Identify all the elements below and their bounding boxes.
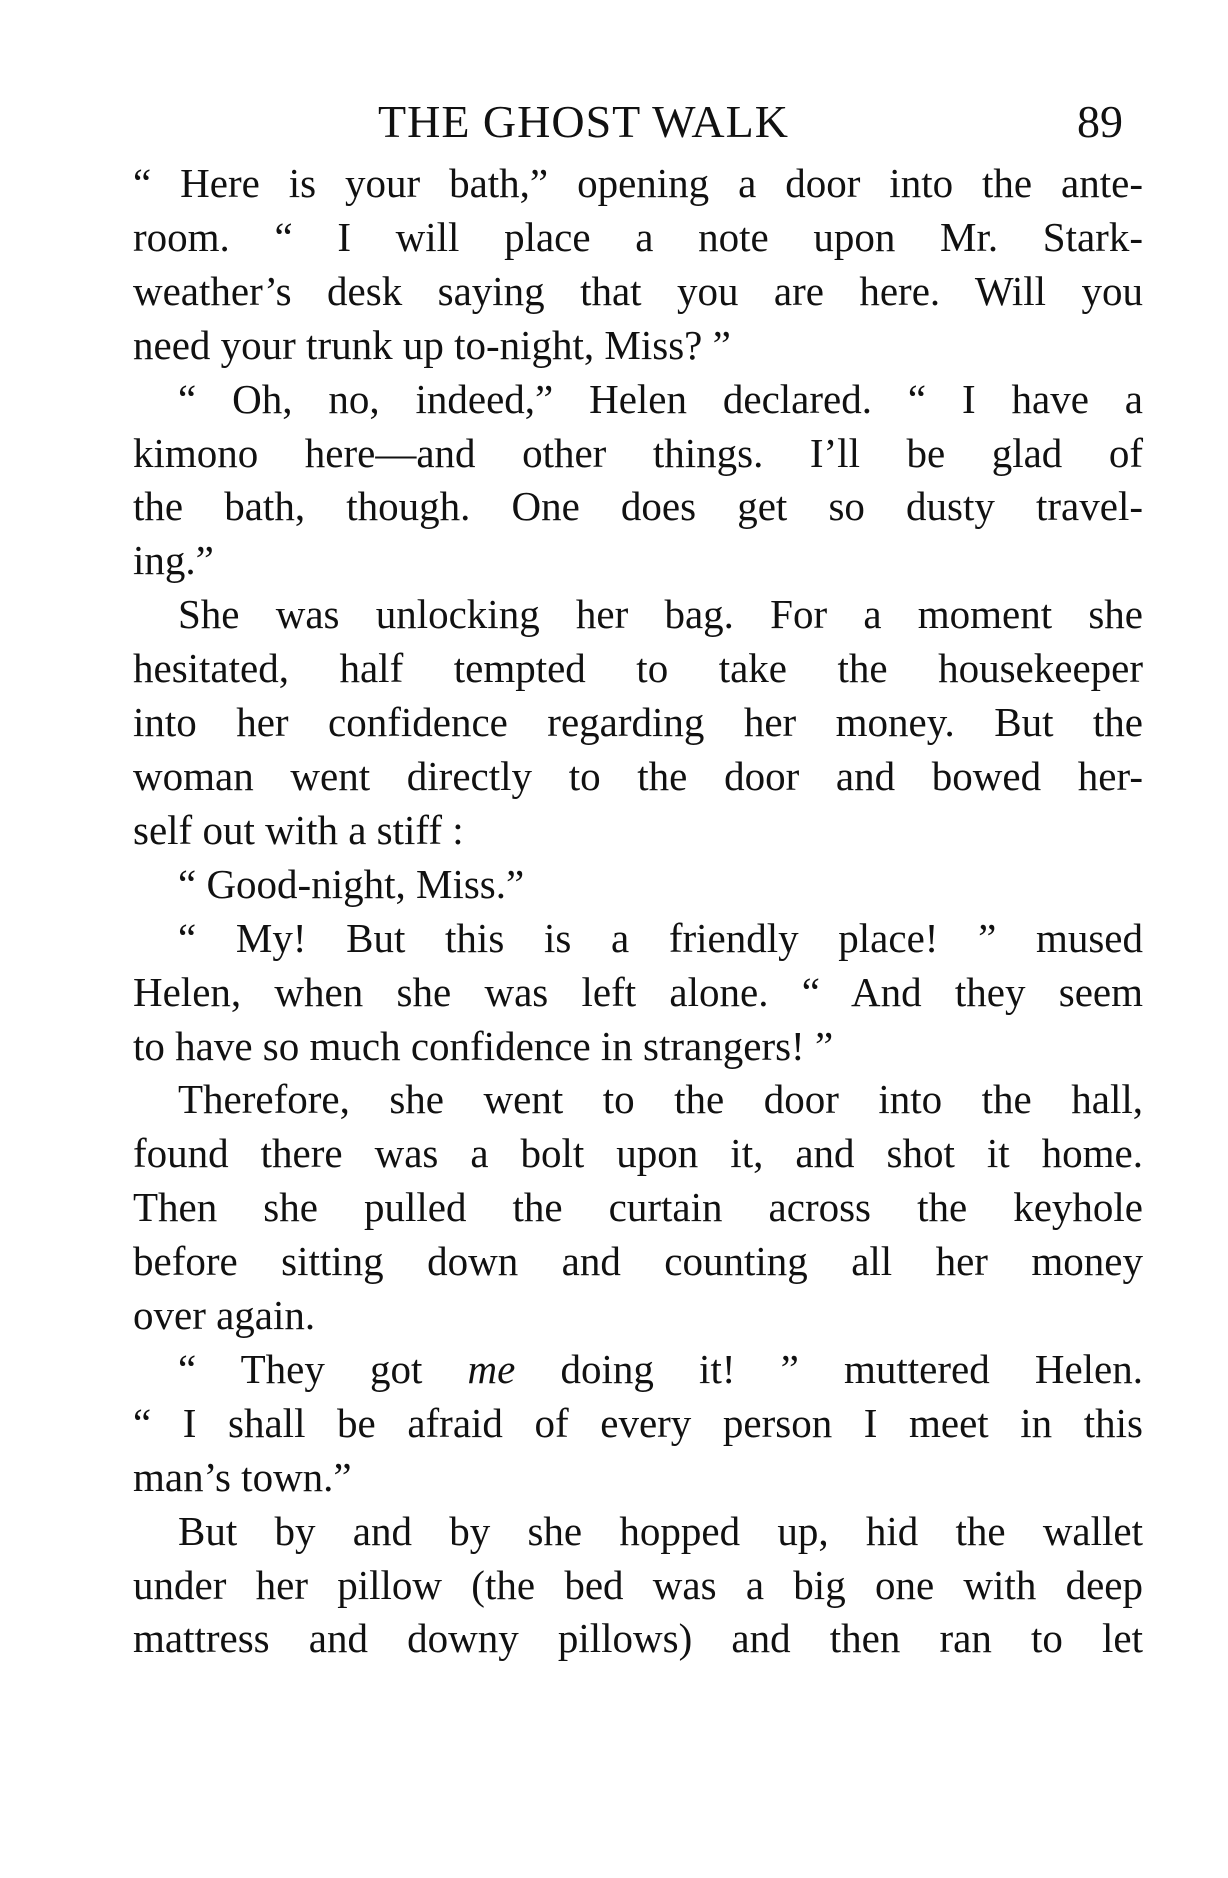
text-line: “ My! But this is a friendly place! ” mused: [178, 914, 1143, 961]
text-line: under her pillow (the bed was a big one with deep: [133, 1561, 1143, 1608]
text-line: “ Oh, no, indeed,” Helen declared. “ I have a: [178, 375, 1143, 422]
text-line: to have so much confidence in strangers! ”: [133, 1022, 834, 1069]
text-line: the bath, though. One does get so dusty travel-: [133, 483, 1143, 530]
running-head: [133, 92, 1143, 152]
text-line: Helen, when she was left alone. “ And they seem: [133, 968, 1143, 1015]
text-line: Therefore, she went to the door into the hall,: [178, 1076, 1143, 1123]
text-line: [133, 1343, 1143, 1397]
text-line: found there was a bolt upon it, and shot it home.: [133, 1130, 1143, 1177]
text-line: before sitting down and counting all her money: [133, 1238, 1143, 1285]
text-line: But by and by she hopped up, hid the wallet: [178, 1507, 1143, 1554]
text-line: into her confidence regarding her money. But the: [133, 699, 1143, 746]
text-line: She was unlocking her bag. For a moment she: [178, 591, 1143, 638]
text-line: “ Good-night, Miss.”: [178, 860, 525, 907]
emphasized-word: me: [467, 1345, 516, 1392]
text-line: man’s town.”: [133, 1453, 352, 1500]
text-line: ing.”: [133, 537, 214, 584]
text-segment: “ They got: [178, 1345, 468, 1392]
text-line: room. “ I will place a note upon Mr. Stark-: [133, 213, 1143, 260]
text-line: “ I shall be afraid of every person I meet in this: [133, 1399, 1143, 1446]
body-text: [133, 157, 1143, 1666]
page-number: 89: [1077, 96, 1123, 147]
text-line: weather’s desk saying that you are here. Will you: [133, 267, 1143, 314]
text-line: kimono here—and other things. I’ll be glad of: [133, 429, 1143, 476]
text-line: “ Here is your bath,” opening a door into the ante-: [133, 160, 1143, 206]
text-line: hesitated, half tempted to take the housekeeper: [133, 645, 1143, 692]
running-title: THE GHOST WALK: [378, 96, 789, 147]
text-line: self out with a stiff :: [133, 806, 464, 853]
text-line: over again.: [133, 1292, 316, 1339]
text-line: need your trunk up to-night, Miss? ”: [133, 321, 731, 368]
text-line: Then she pulled the curtain across the keyhole: [133, 1184, 1143, 1231]
text-segment: doing it! ” muttered Helen.: [515, 1345, 1143, 1392]
text-line: mattress and downy pillows) and then ran to let: [133, 1615, 1143, 1662]
text-line: woman went directly to the door and bowed her-: [133, 752, 1143, 799]
book-page: [133, 92, 1143, 1666]
